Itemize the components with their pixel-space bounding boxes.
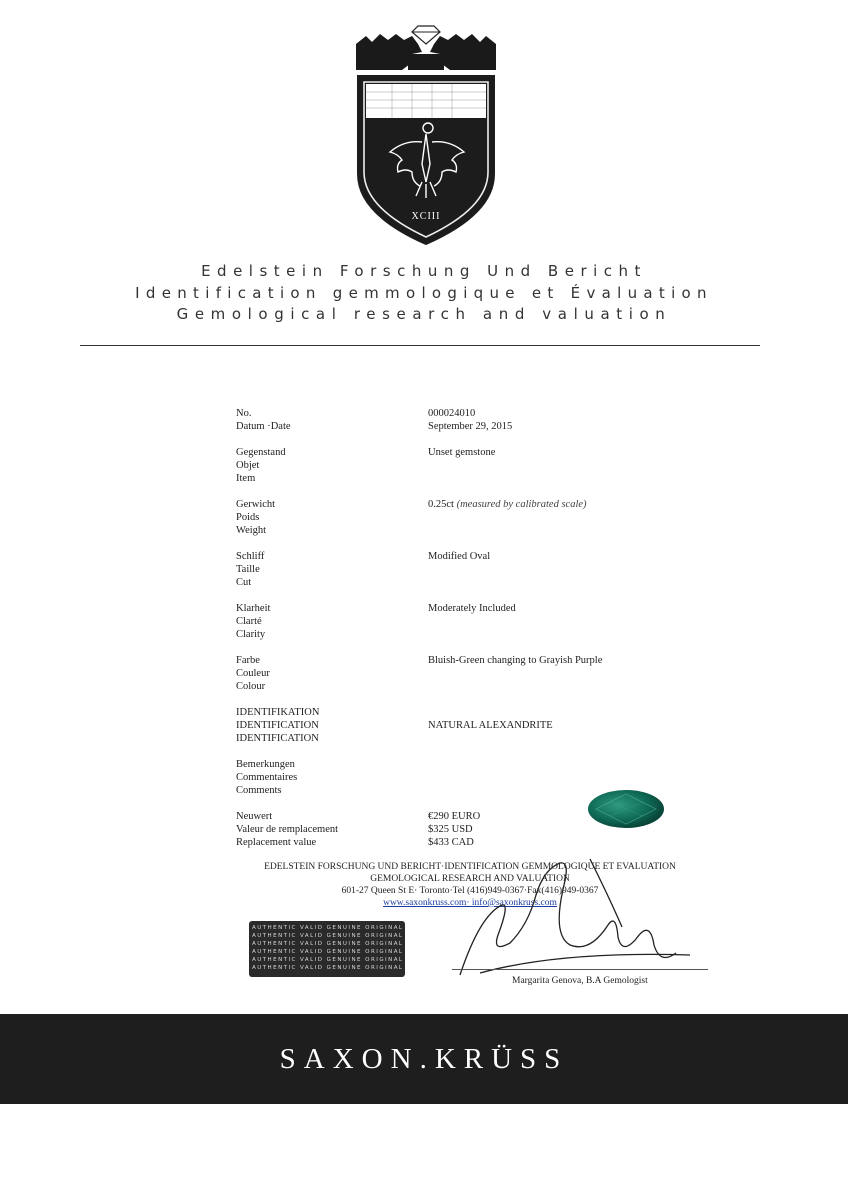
header-english: Gemological research and valuation bbox=[176, 305, 672, 323]
signature-line bbox=[452, 969, 708, 970]
field-identification-label: IDENTIFIKATION IDENTIFICATION IDENTIFICATION bbox=[236, 707, 320, 744]
brand-name: SAXON.KRÜSS bbox=[279, 1043, 569, 1075]
gemstone-image bbox=[586, 788, 666, 830]
field-replacement-value: €290 EURO $325 USD $433 CAD bbox=[428, 811, 481, 848]
footer-line-1: EDELSTEIN FORSCHUNG UND BERICHT·IDENTIFICATION GEMMOLOGIQUE ET EVALUATION bbox=[264, 862, 676, 872]
field-cut-label: Schliff Taille Cut bbox=[236, 551, 265, 588]
field-replacement-label: Neuwert Valeur de remplacement Replacement value bbox=[236, 811, 339, 848]
svg-text:AUTHENTIC VALID GENUINE ORIGIN: AUTHENTIC VALID GENUINE ORIGINAL bbox=[252, 949, 402, 955]
footer-links[interactable]: www.saxonkruss.com· info@saxonkruss.com bbox=[383, 898, 557, 908]
field-comments-label: Bemerkungen Commentaires Comments bbox=[236, 759, 298, 796]
svg-text:AUTHENTIC VALID GENUINE ORIGIN: AUTHENTIC VALID GENUINE ORIGINAL bbox=[252, 965, 402, 971]
crest-numeral: XCIII bbox=[411, 211, 441, 222]
field-number-label: No. Datum ·Date bbox=[236, 408, 291, 432]
field-cut-value: Modified Oval bbox=[428, 551, 491, 562]
header-german: Edelstein Forschung Und Bericht bbox=[201, 262, 647, 280]
signature-name: Margarita Genova, B.A Gemologist bbox=[512, 976, 648, 986]
field-weight-label: Gerwicht Poids Weight bbox=[236, 499, 276, 536]
svg-text:AUTHENTIC VALID GENUINE ORIGIN: AUTHENTIC VALID GENUINE ORIGINAL bbox=[252, 933, 402, 939]
weight-note: (measured by calibrated scale) bbox=[456, 499, 587, 510]
field-weight-value: 0.25ct (measured by calibrated scale) bbox=[428, 499, 587, 510]
field-number-value: 000024010 September 29, 2015 bbox=[428, 408, 513, 432]
hologram-sticker bbox=[249, 921, 405, 977]
svg-text:AUTHENTIC VALID GENUINE ORIGIN: AUTHENTIC VALID GENUINE ORIGINAL bbox=[252, 941, 402, 947]
field-identification-value: NATURAL ALEXANDRITE bbox=[428, 720, 553, 731]
field-clarity-value: Moderately Included bbox=[428, 603, 516, 614]
footer-line-3: 601-27 Queen St E· Toronto·Tel (416)949-0367·Fax(416)949-0367 bbox=[341, 886, 599, 896]
header-divider bbox=[80, 345, 760, 346]
field-clarity-label: Klarheit Clarté Clarity bbox=[236, 603, 271, 640]
signature-image bbox=[440, 855, 700, 985]
crest-logo bbox=[352, 14, 500, 246]
field-colour-value: Bluish-Green changing to Grayish Purple bbox=[428, 655, 603, 666]
field-item-label: Gegenstand Objet Item bbox=[236, 447, 286, 484]
footer-line-2: GEMOLOGICAL RESEARCH AND VALUATION bbox=[370, 874, 570, 884]
field-colour-label: Farbe Couleur Colour bbox=[236, 655, 270, 692]
svg-text:AUTHENTIC VALID GENUINE ORIGIN: AUTHENTIC VALID GENUINE ORIGINAL bbox=[252, 957, 402, 963]
diamond-icon bbox=[412, 26, 440, 44]
field-item-value: Unset gemstone bbox=[428, 447, 496, 458]
svg-text:AUTHENTIC VALID GENUINE ORIGIN: AUTHENTIC VALID GENUINE ORIGINAL bbox=[252, 925, 402, 931]
header-french: Identification gemmologique et Évaluation bbox=[135, 284, 713, 302]
